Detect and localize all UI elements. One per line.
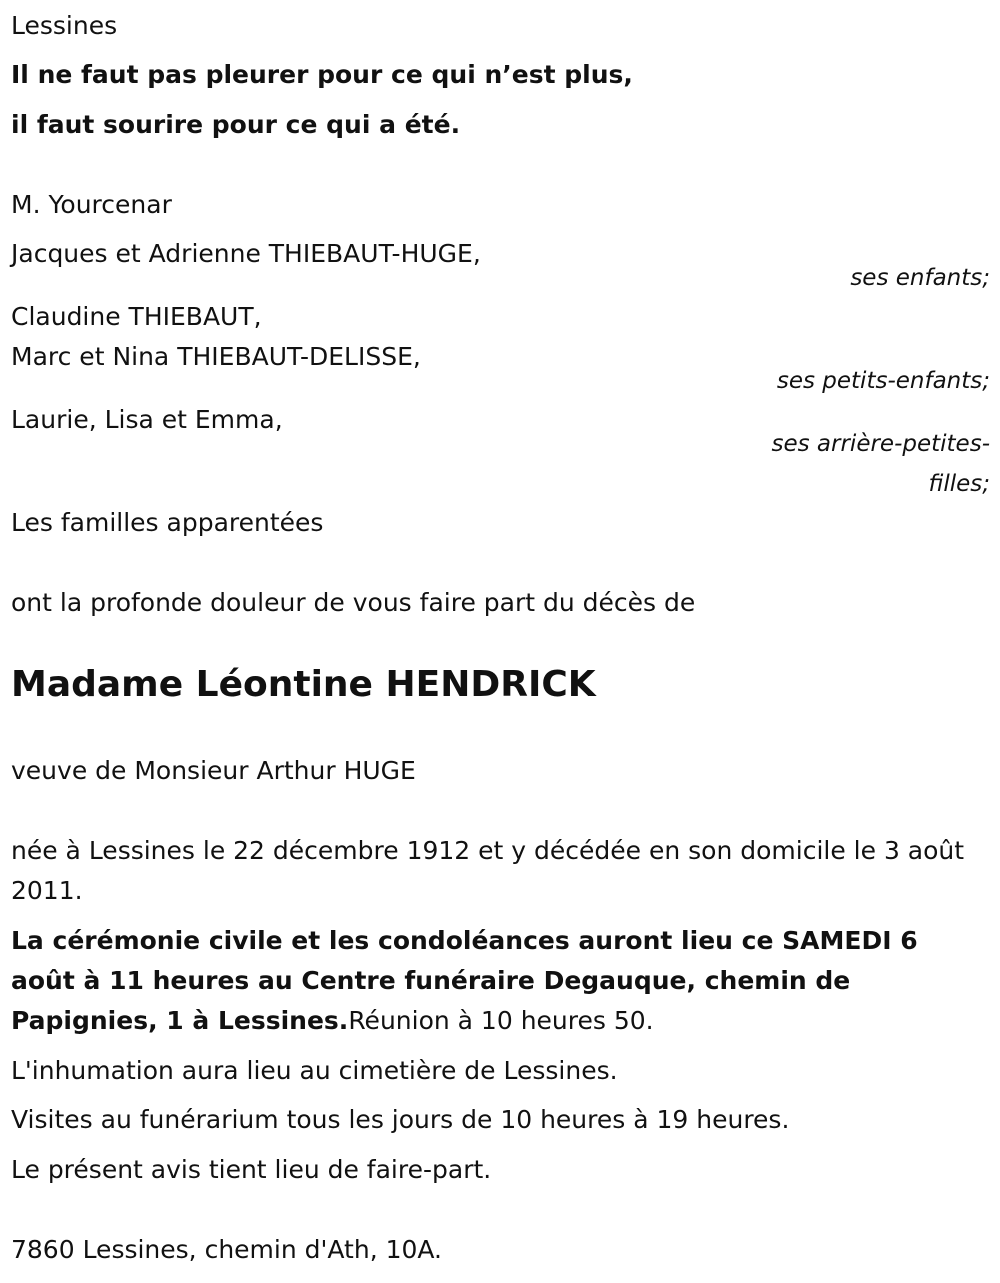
address: 7860 Lessines, chemin d'Ath, 10A. [11,1235,443,1264]
family-greatgrandchildren-role-1: ses arrière-petites- [771,431,990,457]
ceremony-bold-text: La cérémonie civile et les condoléances auront lieu ce SAMEDI 6 août à 11 heures au Centre funéraire Degauque, chemin de Papignies, 1 à Lessines. [11,926,918,1035]
ceremony-paragraph [11,921,986,1041]
family-grandchild-2: Marc et Nina THIEBAUT-DELISSE, [11,342,421,371]
deceased-name: Madame Léontine HENDRICK [11,664,596,705]
visits: Visites au funérarium tous les jours de 10 heures à 19 heures. [11,1105,790,1134]
burial: L'inhumation aura lieu au cimetière de Lessines. [11,1056,618,1085]
announcement: ont la profonde douleur de vous faire part du décès de [11,588,696,617]
family-related: Les familles apparentées [11,508,324,537]
quote-line-2: il faut sourire pour ce qui a été. [11,110,461,139]
quote-author: M. Yourcenar [11,190,172,219]
family-greatgrandchildren: Laurie, Lisa et Emma, [11,405,283,434]
ceremony-meeting: Réunion à 10 heures 50. [348,1006,654,1035]
family-grandchild-1: Claudine THIEBAUT, [11,302,262,331]
family-children-role: ses enfants; [850,265,990,291]
family-grandchildren-role: ses petits-enfants; [776,368,990,394]
family-greatgrandchildren-role-2: filles; [928,471,990,497]
notice: Le présent avis tient lieu de faire-part. [11,1155,492,1184]
widow-of: veuve de Monsieur Arthur HUGE [11,756,416,785]
place-header: Lessines [11,11,118,40]
quote-line-1: Il ne faut pas pleurer pour ce qui n’est plus, [11,60,633,89]
family-children: Jacques et Adrienne THIEBAUT-HUGE, [11,239,481,268]
birth-death: née à Lessines le 22 décembre 1912 et y décédée en son domicile le 3 août 2011. [11,836,965,905]
